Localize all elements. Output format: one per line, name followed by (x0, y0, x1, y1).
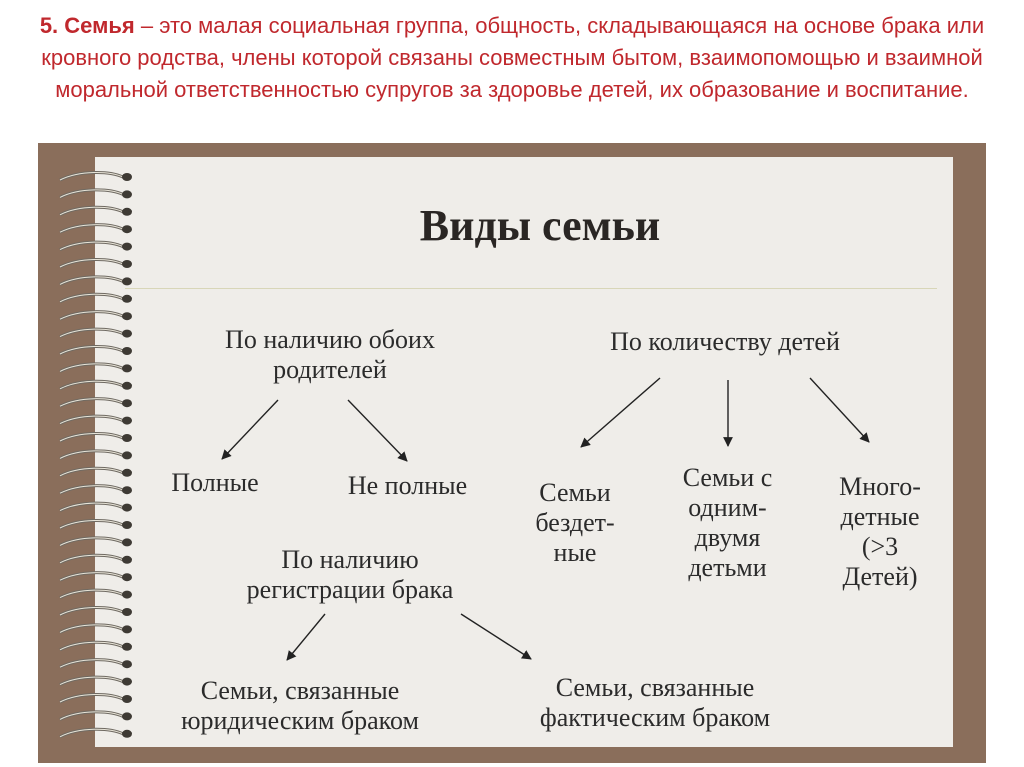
childless-family-node (510, 478, 640, 568)
spiral-hole (122, 330, 132, 338)
spiral-hole (122, 399, 132, 407)
incomplete-family-node: Не полные (347, 471, 468, 500)
spiral-hole (122, 243, 132, 251)
actual-line-2: фактическим браком (539, 703, 771, 732)
spiral-hole (122, 208, 132, 216)
registration-label-line-2: регистрации брака (246, 575, 454, 604)
parents-label-line-1: По наличию обоих (225, 325, 435, 354)
spiral-hole (122, 625, 132, 633)
one-two-line-1: Семьи с (682, 463, 773, 492)
spiral-hole (122, 695, 132, 703)
spiral-hole (122, 347, 132, 355)
full-family-node: Полные (171, 468, 259, 497)
actual-line-1: Семьи, связанные (555, 673, 755, 702)
large-family-line-4: Детей) (842, 562, 918, 591)
one-two-children-node (650, 463, 805, 583)
spiral-hole (122, 660, 132, 668)
legal-marriage-node (150, 676, 450, 736)
definition-term: 5. Семья (39, 13, 135, 38)
title-divider (125, 288, 937, 289)
definition-text: – это малая социальная группа, общность, складывающаяся на основе брака или кровного родства, члены которой связаны совместным бытом, взаимопомощью и взаимной моральной ответственностью супругов за здоровье детей, их образование и воспитание. (41, 13, 985, 102)
spiral-hole (122, 295, 132, 303)
spiral-hole (122, 225, 132, 233)
legal-line-2: юридическим браком (181, 706, 419, 735)
spiral-hole (122, 434, 132, 442)
parents-category-label (180, 325, 480, 385)
large-family-line-2: детные (840, 502, 920, 531)
spiral-hole (122, 260, 132, 268)
spiral-hole (122, 712, 132, 720)
spiral-hole (122, 556, 132, 564)
actual-marriage-node (495, 673, 815, 733)
children-category-label: По количеству детей (610, 327, 840, 356)
spiral-hole (122, 504, 132, 512)
spiral-hole (122, 730, 132, 738)
childless-line-1: Семьи (539, 478, 611, 507)
childless-line-3: ные (553, 538, 597, 567)
spiral-hole (122, 538, 132, 546)
spiral-hole (122, 521, 132, 529)
spiral-hole (122, 312, 132, 320)
spiral-binding (55, 165, 145, 740)
spiral-hole (122, 469, 132, 477)
spiral-hole (122, 643, 132, 651)
spiral-hole (122, 190, 132, 198)
diagram-title: Виды семьи (419, 201, 661, 250)
spiral-hole (122, 364, 132, 372)
large-family-node (815, 472, 945, 592)
spiral-hole (122, 173, 132, 181)
registration-label-line-1: По наличию (281, 545, 419, 574)
definition-header (20, 10, 1004, 106)
spiral-hole (122, 277, 132, 285)
one-two-line-4: детьми (688, 553, 767, 582)
spiral-hole (122, 678, 132, 686)
large-family-line-1: Много- (839, 472, 921, 501)
one-two-line-2: одним- (688, 493, 767, 522)
spiral-hole (122, 573, 132, 581)
registration-category-label (200, 545, 500, 605)
one-two-line-3: двумя (694, 523, 761, 552)
spiral-hole (122, 382, 132, 390)
childless-line-2: бездет- (535, 508, 615, 537)
large-family-line-3: (>3 (861, 532, 899, 561)
spiral-hole (122, 608, 132, 616)
parents-label-line-2: родителей (273, 355, 387, 384)
spiral-hole (122, 417, 132, 425)
legal-line-1: Семьи, связанные (200, 676, 400, 705)
spiral-hole (122, 451, 132, 459)
spiral-hole (122, 486, 132, 494)
spiral-hole (122, 591, 132, 599)
